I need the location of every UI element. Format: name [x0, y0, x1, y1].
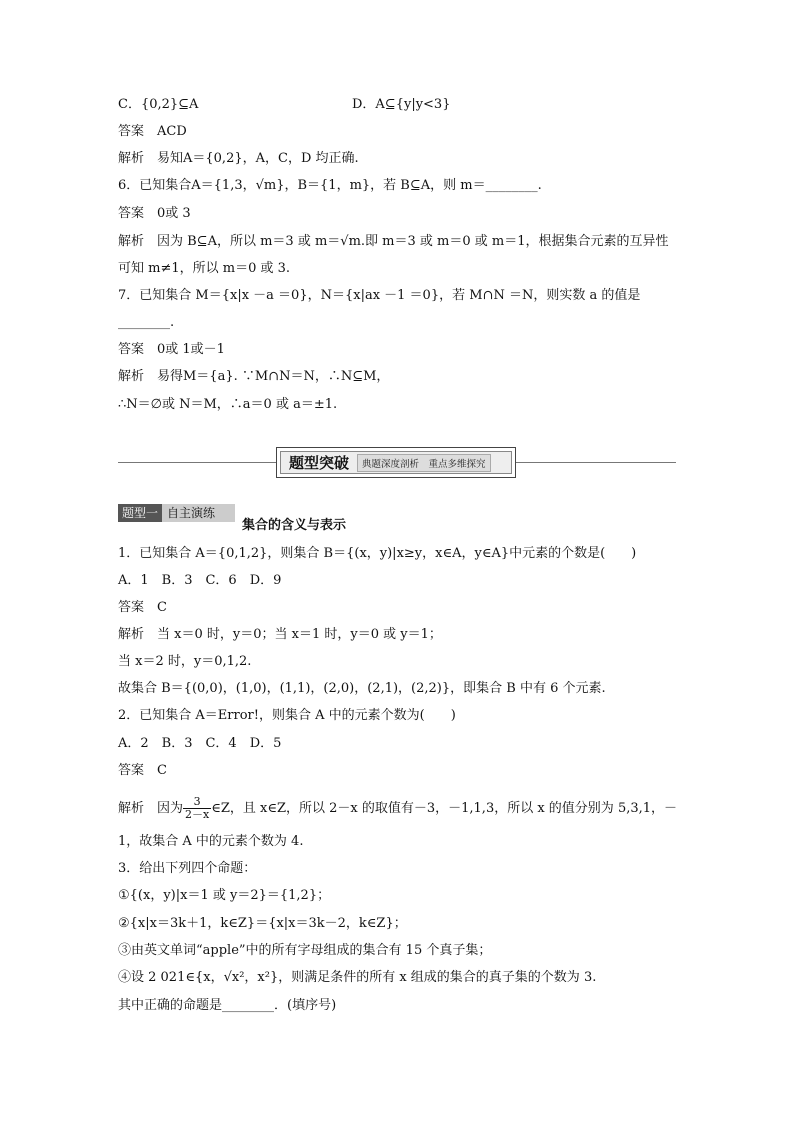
problem-2-explanation-prefix: 解析 因为 [118, 801, 184, 816]
answer-6: 答案 0或 3 [118, 206, 191, 221]
problem-1-explanation-line2: 当 x＝2 时，y＝0,1,2. [118, 654, 252, 669]
tag-mode-label: 自主演练 [162, 504, 235, 522]
banner-inner [280, 451, 512, 474]
question-7-line2: ________. [118, 315, 175, 330]
problem-3-question: 其中正确的命题是________．(填序号) [118, 998, 337, 1013]
question-6: 6．已知集合A＝{1,3，√m}，B＝{1，m}，若 B⊆A，则 m＝________. [118, 178, 542, 193]
answer-5: 答案 ACD [118, 124, 187, 139]
problem-2: 2．已知集合 A＝Error!，则集合 A 中的元素个数为( ) [118, 708, 456, 723]
problem-3-item-3: ③由英文单词“apple”中的所有字母组成的集合有 15 个真子集； [118, 943, 492, 958]
problem-3-item-4: ④设 2 021∈{x，√x²，x²}，则满足条件的所有 x 组成的集合的真子集的个数为 3. [118, 970, 597, 985]
explanation-7-line2: ∴N＝∅或 N＝M，∴a＝0 或 a＝±1. [118, 397, 338, 412]
banner-subtitle: 典题深度剖析 重点多维探究 [357, 454, 491, 472]
problem-2-explanation-line1 [118, 796, 677, 821]
banner-title: 题型突破 [289, 454, 350, 472]
explanation-6-line1: 解析 因为 B⊆A，所以 m＝3 或 m＝√m.即 m＝3 或 m＝0 或 m＝1，根据集合元素的互异性 [118, 234, 669, 249]
problem-1-explanation-line3: 故集合 B＝{(0,0)，(1,0)，(1,1)，(2,0)，(2,1)，(2,2)}，即集合 B 中有 6 个元素. [118, 681, 606, 696]
problem-1-explanation-line1: 解析 当 x＝0 时，y＝0；当 x＝1 时，y＝0 或 y＝1； [118, 627, 442, 642]
problem-1-options: A．1 B．3 C．6 D．9 [118, 573, 282, 588]
answer-7: 答案 0或 1或－1 [118, 342, 225, 357]
problem-2-explanation-suffix: ∈Z，且 x∈Z，所以 2－x 的取值有－3，－1,1,3，所以 x 的值分别为 5,3,1，－ [211, 801, 678, 816]
section-banner [276, 447, 516, 478]
question-7-line1: 7．已知集合 M＝{x|x －a ＝0}，N＝{x|ax －1 ＝0}，若 M∩N ＝N，则实数 a 的值是 [118, 288, 641, 303]
option-c: C．{0,2}⊆A [118, 97, 199, 112]
section-topic: 集合的含义与表示 [242, 518, 347, 533]
fraction-denominator: 2－x [185, 808, 210, 821]
option-d: D．A⊆{y|y<3} [352, 97, 451, 112]
fraction-numerator: 3 [183, 796, 211, 809]
explanation-7-line1: 解析 易得M＝{a}. ∵M∩N＝N，∴N⊆M， [118, 369, 390, 384]
problem-2-explanation-line2: 1，故集合 A 中的元素个数为 4. [118, 834, 304, 849]
section-tag [118, 504, 235, 522]
fraction [183, 796, 211, 821]
divider-right [516, 462, 676, 463]
problem-1: 1．已知集合 A＝{0,1,2}，则集合 B＝{(x，y)|x≥y，x∈A，y∈A}中元素的个数是( ) [118, 546, 637, 561]
explanation-5: 解析 易知A＝{0,2}，A，C，D 均正确. [118, 151, 359, 166]
problem-3: 3．给出下列四个命题： [118, 861, 257, 876]
problem-1-answer: 答案 C [118, 600, 167, 615]
divider-left [118, 462, 276, 463]
problem-2-answer: 答案 C [118, 763, 167, 778]
problem-3-item-1: ①{(x，y)|x＝1 或 y＝2}＝{1,2}； [118, 888, 331, 903]
tag-type-label: 题型一 [118, 504, 162, 522]
problem-2-options: A．2 B．3 C．4 D．5 [118, 736, 282, 751]
problem-3-item-2: ②{x|x＝3k＋1，k∈Z}＝{x|x＝3k－2，k∈Z}； [118, 916, 407, 931]
explanation-6-line2: 可知 m≠1，所以 m＝0 或 3. [118, 261, 291, 276]
